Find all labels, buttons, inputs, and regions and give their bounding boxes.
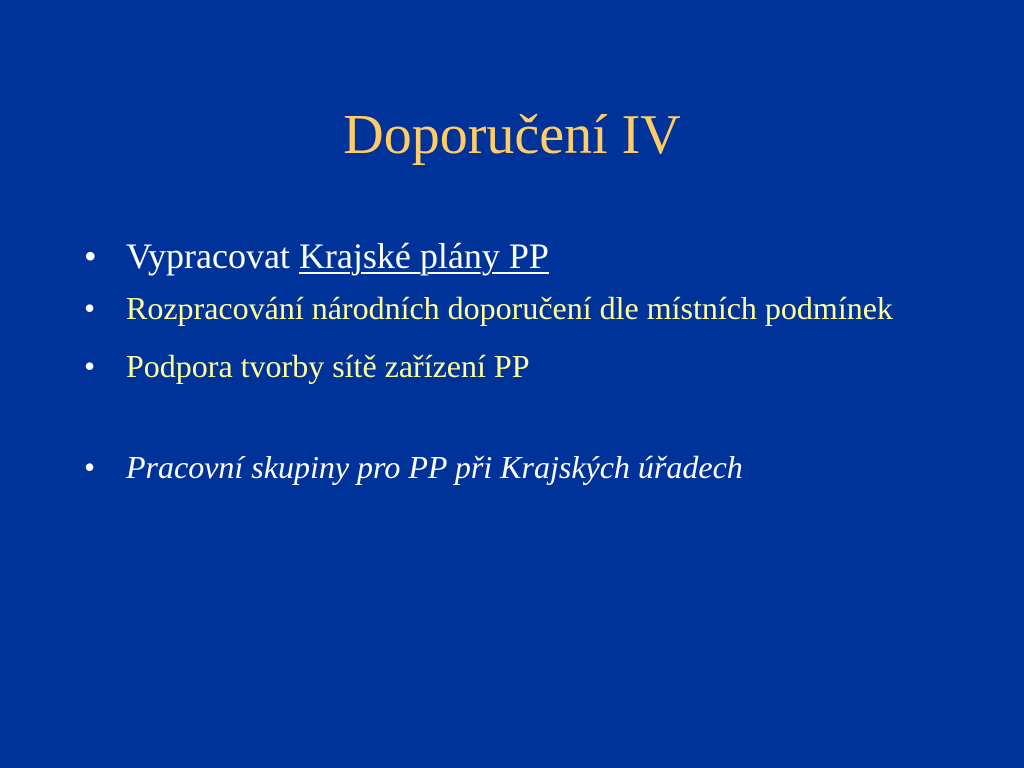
bullet-item-krajske-plany — [84, 232, 944, 280]
bullet-marker: • — [84, 348, 96, 384]
krajske-plany-link[interactable]: Krajské plány PP — [298, 236, 549, 276]
bullet-text-prefix: Vypracovat — [126, 236, 299, 276]
bullet-item-pracovni-skupiny — [84, 447, 944, 488]
bullet-marker: • — [84, 290, 96, 326]
bullet-list — [84, 232, 944, 488]
bullet-item-rozpracovani — [84, 288, 944, 329]
bullet-marker: • — [84, 236, 97, 276]
bullet-text: Rozpracování národních doporučení dle místních podmínek — [126, 290, 893, 326]
bullet-text: Podpora tvorby sítě zařízení PP — [126, 348, 530, 384]
bullet-marker: • — [84, 449, 96, 485]
slide-title: Doporučení IV — [343, 104, 681, 166]
bullet-item-podpora — [84, 346, 944, 387]
bullet-text: Pracovní skupiny pro PP při Krajských úřadech — [126, 449, 743, 485]
